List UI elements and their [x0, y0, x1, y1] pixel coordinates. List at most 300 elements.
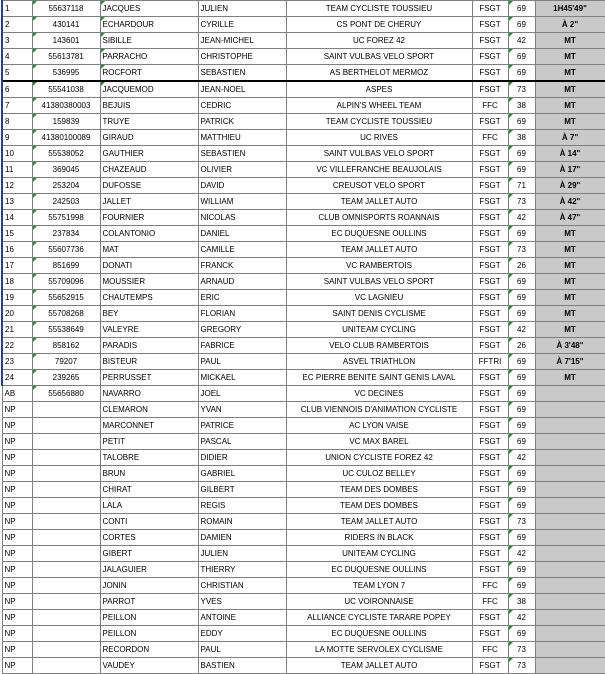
team-cell: CLUB OMNISPORTS ROANNAIS	[286, 210, 472, 226]
department-cell: 73	[508, 81, 535, 98]
time-cell: 1H45'49"	[535, 1, 605, 17]
team-cell: UC RIVES	[286, 130, 472, 146]
license-cell: 159839	[32, 114, 100, 130]
department-cell: 38	[508, 98, 535, 114]
first-name-cell: SEBASTIEN	[198, 146, 286, 162]
last-name-cell: PARROT	[100, 594, 198, 610]
time-cell: MT	[535, 322, 605, 338]
team-cell: ALLIANCE CYCLISTE TARARE POPEY	[286, 610, 472, 626]
license-cell: 55656880	[32, 386, 100, 402]
first-name-cell: JULIEN	[198, 546, 286, 562]
first-name-cell: MICKAEL	[198, 370, 286, 386]
table-row	[2, 546, 605, 562]
time-cell: MT	[535, 290, 605, 306]
department-cell: 71	[508, 178, 535, 194]
department-cell: 69	[508, 498, 535, 514]
time-cell: MT	[535, 65, 605, 82]
federation-cell: FSGT	[472, 242, 508, 258]
team-cell: VC LAGNIEU	[286, 290, 472, 306]
team-cell: VC RAMBERTOIS	[286, 258, 472, 274]
first-name-cell: SEBASTIEN	[198, 65, 286, 82]
rank-cell: NP	[2, 450, 32, 466]
team-cell: CREUSOT VELO SPORT	[286, 178, 472, 194]
rank-cell: NP	[2, 434, 32, 450]
last-name-cell: BEY	[100, 306, 198, 322]
department-cell: 69	[508, 162, 535, 178]
time-cell	[535, 418, 605, 434]
last-name-cell: JONIN	[100, 578, 198, 594]
rank-cell: NP	[2, 466, 32, 482]
department-cell: 69	[508, 434, 535, 450]
rank-cell: 16	[2, 242, 32, 258]
license-cell	[32, 530, 100, 546]
table-row	[2, 81, 605, 98]
license-cell: 55538052	[32, 146, 100, 162]
federation-cell: FSGT	[472, 17, 508, 33]
time-cell: MT	[535, 114, 605, 130]
federation-cell: FSGT	[472, 226, 508, 242]
rank-cell: 17	[2, 258, 32, 274]
last-name-cell: TRUYE	[100, 114, 198, 130]
rank-cell: 6	[2, 81, 32, 98]
license-cell: 237834	[32, 226, 100, 242]
federation-cell: FSGT	[472, 81, 508, 98]
table-row	[2, 178, 605, 194]
first-name-cell: FLORIAN	[198, 306, 286, 322]
rank-cell: 21	[2, 322, 32, 338]
department-cell: 69	[508, 1, 535, 17]
time-cell: MT	[535, 370, 605, 386]
last-name-cell: PEILLON	[100, 610, 198, 626]
license-cell: 55607736	[32, 242, 100, 258]
time-cell: MT	[535, 306, 605, 322]
department-cell: 42	[508, 610, 535, 626]
table-row	[2, 562, 605, 578]
table-row	[2, 530, 605, 546]
rank-cell: 3	[2, 33, 32, 49]
first-name-cell: JEAN-NOEL	[198, 81, 286, 98]
team-cell: TEAM JALLET AUTO	[286, 514, 472, 530]
license-cell	[32, 658, 100, 674]
team-cell: UNITEAM CYCLING	[286, 546, 472, 562]
department-cell: 69	[508, 306, 535, 322]
team-cell: VELO CLUB RAMBERTOIS	[286, 338, 472, 354]
table-row	[2, 274, 605, 290]
table-row	[2, 514, 605, 530]
federation-cell: FSGT	[472, 146, 508, 162]
team-cell: ASVEL TRIATHLON	[286, 354, 472, 370]
team-cell: AS BERTHELOT MERMOZ	[286, 65, 472, 82]
last-name-cell: PEILLON	[100, 626, 198, 642]
first-name-cell: ERIC	[198, 290, 286, 306]
department-cell: 69	[508, 290, 535, 306]
federation-cell: FSGT	[472, 418, 508, 434]
federation-cell: FSGT	[472, 114, 508, 130]
table-row	[2, 578, 605, 594]
time-cell	[535, 498, 605, 514]
rank-cell: 15	[2, 226, 32, 242]
department-cell: 69	[508, 482, 535, 498]
time-cell: À 7"	[535, 130, 605, 146]
first-name-cell: JULIEN	[198, 1, 286, 17]
department-cell: 38	[508, 130, 535, 146]
federation-cell: FSGT	[472, 210, 508, 226]
department-cell: 73	[508, 658, 535, 674]
license-cell: 55708268	[32, 306, 100, 322]
rank-cell: 1	[2, 1, 32, 17]
first-name-cell: MATTHIEU	[198, 130, 286, 146]
team-cell: TEAM JALLET AUTO	[286, 194, 472, 210]
first-name-cell: DAVID	[198, 178, 286, 194]
last-name-cell: DONATI	[100, 258, 198, 274]
table-row	[2, 418, 605, 434]
first-name-cell: CHRISTOPHE	[198, 49, 286, 65]
rank-cell: AB	[2, 386, 32, 402]
last-name-cell: BEJUIS	[100, 98, 198, 114]
last-name-cell: JALAGUIER	[100, 562, 198, 578]
federation-cell: FSGT	[472, 530, 508, 546]
first-name-cell: EDDY	[198, 626, 286, 642]
table-row	[2, 258, 605, 274]
table-row	[2, 386, 605, 402]
federation-cell: FSGT	[472, 434, 508, 450]
federation-cell: FSGT	[472, 290, 508, 306]
first-name-cell: PAUL	[198, 354, 286, 370]
federation-cell: FSGT	[472, 370, 508, 386]
department-cell: 69	[508, 562, 535, 578]
table-row	[2, 146, 605, 162]
team-cell: EC DUQUESNE OULLINS	[286, 562, 472, 578]
license-cell: 55613781	[32, 49, 100, 65]
first-name-cell: NICOLAS	[198, 210, 286, 226]
federation-cell: FSGT	[472, 178, 508, 194]
department-cell: 69	[508, 274, 535, 290]
license-cell: 143601	[32, 33, 100, 49]
table-row	[2, 33, 605, 49]
first-name-cell: PAUL	[198, 642, 286, 658]
time-cell	[535, 610, 605, 626]
last-name-cell: VAUDEY	[100, 658, 198, 674]
team-cell: AC LYON VAISE	[286, 418, 472, 434]
license-cell: 430141	[32, 17, 100, 33]
rank-cell: 11	[2, 162, 32, 178]
department-cell: 69	[508, 226, 535, 242]
department-cell: 69	[508, 146, 535, 162]
time-cell	[535, 482, 605, 498]
time-cell	[535, 658, 605, 674]
federation-cell: FSGT	[472, 1, 508, 17]
federation-cell: FSGT	[472, 49, 508, 65]
department-cell: 73	[508, 642, 535, 658]
first-name-cell: YVAN	[198, 402, 286, 418]
team-cell: UNITEAM CYCLING	[286, 322, 472, 338]
team-cell: TEAM CYCLISTE TOUSSIEU	[286, 1, 472, 17]
license-cell	[32, 546, 100, 562]
last-name-cell: VALEYRE	[100, 322, 198, 338]
last-name-cell: BRUN	[100, 466, 198, 482]
federation-cell: FSGT	[472, 482, 508, 498]
table-row	[2, 658, 605, 674]
team-cell: TEAM DES DOMBES	[286, 482, 472, 498]
department-cell: 69	[508, 354, 535, 370]
federation-cell: FSGT	[472, 514, 508, 530]
last-name-cell: ECHARDOUR	[100, 17, 198, 33]
table-row	[2, 226, 605, 242]
last-name-cell: CORTES	[100, 530, 198, 546]
department-cell: 42	[508, 210, 535, 226]
time-cell	[535, 594, 605, 610]
federation-cell: FFC	[472, 642, 508, 658]
federation-cell: FSGT	[472, 322, 508, 338]
time-cell: À 47"	[535, 210, 605, 226]
rank-cell: 14	[2, 210, 32, 226]
table-row	[2, 162, 605, 178]
rank-cell: NP	[2, 562, 32, 578]
department-cell: 26	[508, 338, 535, 354]
federation-cell: FSGT	[472, 498, 508, 514]
time-cell: MT	[535, 81, 605, 98]
time-cell	[535, 530, 605, 546]
table-row	[2, 466, 605, 482]
team-cell: UNION CYCLISTE FOREZ 42	[286, 450, 472, 466]
department-cell: 69	[508, 65, 535, 82]
time-cell: À 29"	[535, 178, 605, 194]
table-row	[2, 338, 605, 354]
team-cell: UC CULOZ BELLEY	[286, 466, 472, 482]
federation-cell: FSGT	[472, 306, 508, 322]
team-cell: TEAM LYON 7	[286, 578, 472, 594]
license-cell	[32, 594, 100, 610]
time-cell	[535, 626, 605, 642]
team-cell: CS PONT DE CHERUY	[286, 17, 472, 33]
rank-cell: NP	[2, 402, 32, 418]
table-row	[2, 322, 605, 338]
results-table	[1, 0, 605, 674]
team-cell: EC PIERRE BENITE SAINT GENIS LAVAL	[286, 370, 472, 386]
federation-cell: FSGT	[472, 546, 508, 562]
rank-cell: 5	[2, 65, 32, 82]
table-row	[2, 626, 605, 642]
last-name-cell: GAUTHIER	[100, 146, 198, 162]
rank-cell: NP	[2, 610, 32, 626]
table-row	[2, 402, 605, 418]
last-name-cell: JALLET	[100, 194, 198, 210]
first-name-cell: GABRIEL	[198, 466, 286, 482]
table-row	[2, 290, 605, 306]
federation-cell: FSGT	[472, 450, 508, 466]
first-name-cell: DANIEL	[198, 226, 286, 242]
table-row	[2, 434, 605, 450]
table-row	[2, 610, 605, 626]
first-name-cell: YVES	[198, 594, 286, 610]
license-cell	[32, 562, 100, 578]
department-cell: 69	[508, 418, 535, 434]
rank-cell: 23	[2, 354, 32, 370]
last-name-cell: SIBILLE	[100, 33, 198, 49]
license-cell: 239265	[32, 370, 100, 386]
team-cell: TEAM DES DOMBES	[286, 498, 472, 514]
rank-cell: NP	[2, 578, 32, 594]
time-cell: À 42"	[535, 194, 605, 210]
rank-cell: 9	[2, 130, 32, 146]
rank-cell: 2	[2, 17, 32, 33]
rank-cell: 19	[2, 290, 32, 306]
license-cell: 536995	[32, 65, 100, 82]
federation-cell: FSGT	[472, 610, 508, 626]
time-cell	[535, 546, 605, 562]
rank-cell: 8	[2, 114, 32, 130]
rank-cell: NP	[2, 546, 32, 562]
first-name-cell: WILLIAM	[198, 194, 286, 210]
team-cell: TEAM JALLET AUTO	[286, 242, 472, 258]
department-cell: 42	[508, 322, 535, 338]
last-name-cell: PARADIS	[100, 338, 198, 354]
last-name-cell: CHIRAT	[100, 482, 198, 498]
rank-cell: 13	[2, 194, 32, 210]
team-cell: EC DUQUESNE OULLINS	[286, 226, 472, 242]
table-row	[2, 450, 605, 466]
team-cell: CLUB VIENNOIS D'ANIMATION CYCLISTE	[286, 402, 472, 418]
rank-cell: 18	[2, 274, 32, 290]
federation-cell: FSGT	[472, 386, 508, 402]
time-cell	[535, 402, 605, 418]
department-cell: 69	[508, 17, 535, 33]
time-cell: MT	[535, 33, 605, 49]
time-cell: MT	[535, 226, 605, 242]
first-name-cell: ANTOINE	[198, 610, 286, 626]
license-cell: 55751998	[32, 210, 100, 226]
last-name-cell: MOUSSIER	[100, 274, 198, 290]
results-body	[2, 1, 605, 674]
license-cell	[32, 578, 100, 594]
time-cell: À 14"	[535, 146, 605, 162]
rank-cell: NP	[2, 658, 32, 674]
rank-cell: NP	[2, 482, 32, 498]
table-row	[2, 642, 605, 658]
department-cell: 42	[508, 546, 535, 562]
first-name-cell: FRANCK	[198, 258, 286, 274]
last-name-cell: FOURNIER	[100, 210, 198, 226]
federation-cell: FFC	[472, 578, 508, 594]
license-cell: 41380380003	[32, 98, 100, 114]
table-row	[2, 210, 605, 226]
rank-cell: NP	[2, 594, 32, 610]
department-cell: 73	[508, 514, 535, 530]
time-cell: À 7'15"	[535, 354, 605, 370]
table-row	[2, 17, 605, 33]
federation-cell: FFC	[472, 98, 508, 114]
time-cell	[535, 562, 605, 578]
table-row	[2, 49, 605, 65]
federation-cell: FSGT	[472, 466, 508, 482]
license-cell	[32, 482, 100, 498]
license-cell: 55541038	[32, 81, 100, 98]
federation-cell: FSGT	[472, 162, 508, 178]
time-cell	[535, 514, 605, 530]
first-name-cell: DIDIER	[198, 450, 286, 466]
last-name-cell: MARCONNET	[100, 418, 198, 434]
last-name-cell: GIRAUD	[100, 130, 198, 146]
table-row	[2, 194, 605, 210]
department-cell: 38	[508, 594, 535, 610]
last-name-cell: CHAZEAUD	[100, 162, 198, 178]
table-row	[2, 65, 605, 82]
department-cell: 69	[508, 49, 535, 65]
license-cell: 41380100089	[32, 130, 100, 146]
department-cell: 69	[508, 370, 535, 386]
rank-cell: NP	[2, 514, 32, 530]
rank-cell: NP	[2, 642, 32, 658]
license-cell	[32, 626, 100, 642]
last-name-cell: PETIT	[100, 434, 198, 450]
last-name-cell: CLEMARON	[100, 402, 198, 418]
table-row	[2, 306, 605, 322]
rank-cell: 7	[2, 98, 32, 114]
department-cell: 69	[508, 466, 535, 482]
table-row	[2, 354, 605, 370]
time-cell: MT	[535, 274, 605, 290]
time-cell: MT	[535, 258, 605, 274]
department-cell: 26	[508, 258, 535, 274]
last-name-cell: PERRUSSET	[100, 370, 198, 386]
time-cell: MT	[535, 49, 605, 65]
federation-cell: FFTRI	[472, 354, 508, 370]
team-cell: UC VOIRONNAISE	[286, 594, 472, 610]
license-cell	[32, 466, 100, 482]
time-cell: À 3'48"	[535, 338, 605, 354]
time-cell	[535, 466, 605, 482]
team-cell: TEAM JALLET AUTO	[286, 658, 472, 674]
table-row	[2, 498, 605, 514]
table-row	[2, 594, 605, 610]
federation-cell: FSGT	[472, 33, 508, 49]
rank-cell: NP	[2, 626, 32, 642]
first-name-cell: DAMIEN	[198, 530, 286, 546]
first-name-cell: JEAN-MICHEL	[198, 33, 286, 49]
first-name-cell: GREGORY	[198, 322, 286, 338]
team-cell: SAINT VULBAS VELO SPORT	[286, 274, 472, 290]
license-cell	[32, 498, 100, 514]
federation-cell: FSGT	[472, 274, 508, 290]
first-name-cell: OLIVIER	[198, 162, 286, 178]
team-cell: SAINT DENIS CYCLISME	[286, 306, 472, 322]
federation-cell: FSGT	[472, 562, 508, 578]
rank-cell: 22	[2, 338, 32, 354]
department-cell: 42	[508, 450, 535, 466]
first-name-cell: ARNAUD	[198, 274, 286, 290]
department-cell: 69	[508, 578, 535, 594]
first-name-cell: FABRICE	[198, 338, 286, 354]
first-name-cell: THIERRY	[198, 562, 286, 578]
license-cell: 79207	[32, 354, 100, 370]
time-cell	[535, 642, 605, 658]
rank-cell: NP	[2, 530, 32, 546]
table-row	[2, 1, 605, 17]
license-cell	[32, 450, 100, 466]
last-name-cell: CHAUTEMPS	[100, 290, 198, 306]
last-name-cell: JACQUEMOD	[100, 81, 198, 98]
last-name-cell: NAVARRO	[100, 386, 198, 402]
federation-cell: FSGT	[472, 338, 508, 354]
team-cell: SAINT VULBAS VELO SPORT	[286, 146, 472, 162]
rank-cell: 20	[2, 306, 32, 322]
rank-cell: 10	[2, 146, 32, 162]
time-cell	[535, 434, 605, 450]
last-name-cell: LALA	[100, 498, 198, 514]
federation-cell: FSGT	[472, 65, 508, 82]
team-cell: SAINT VULBAS VELO SPORT	[286, 49, 472, 65]
rank-cell: NP	[2, 418, 32, 434]
